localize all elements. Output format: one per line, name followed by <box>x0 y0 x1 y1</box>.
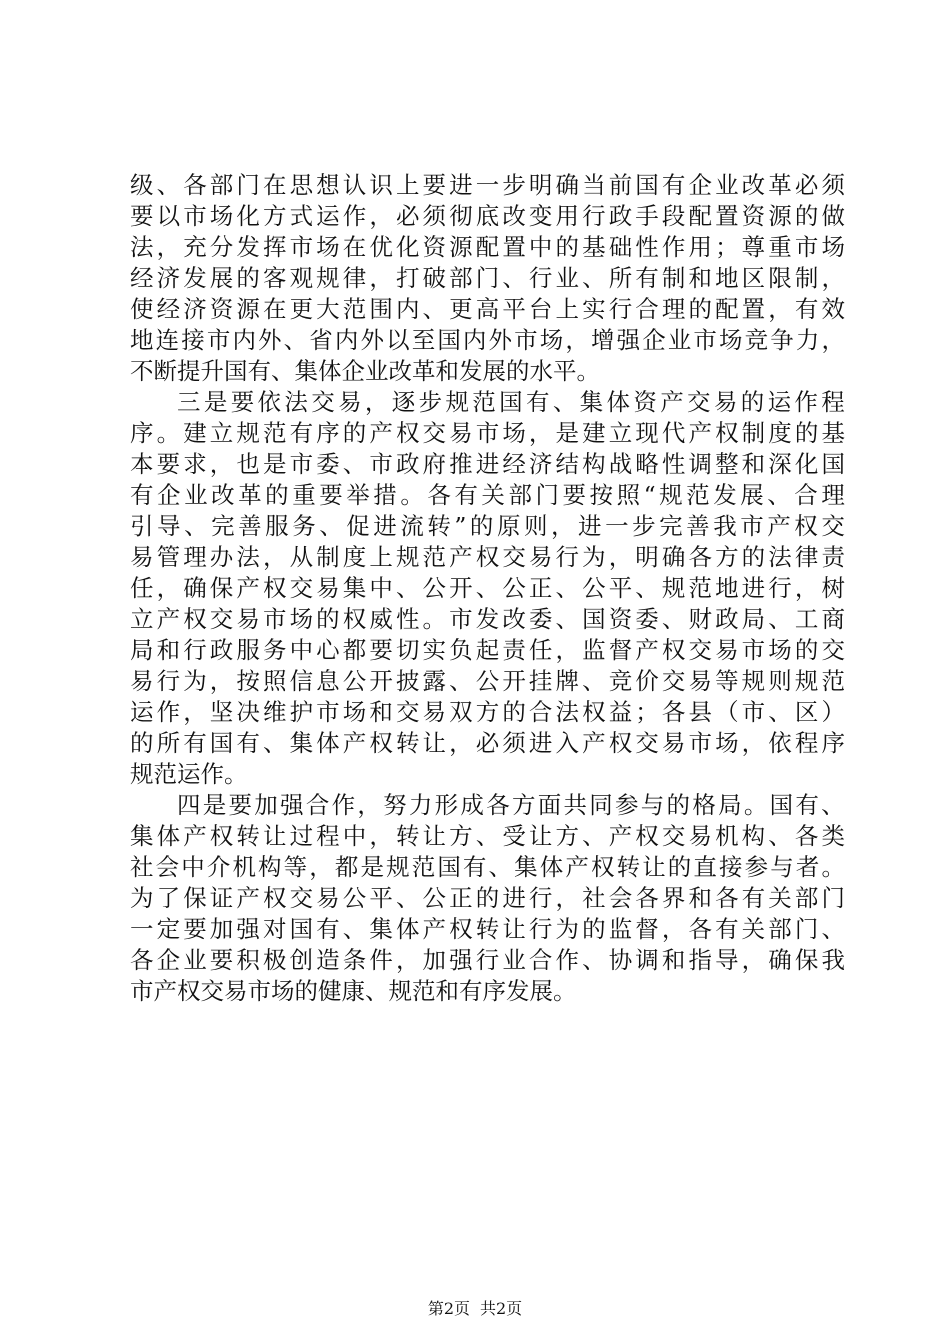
document-body <box>130 170 845 1007</box>
text-line: 经 济 发 展 的 客 观 规 律 ， 打 破 部 门 、 行 业 、 所 有 制 和 地 区 限 制 ， <box>130 264 845 292</box>
text-line: 规 范 运 作 。 <box>130 760 248 788</box>
text-line: 运 作 ， 坚 决 维 护 市 场 和 交 易 双 方 的 合 法 权 益 ； 各 县 （ 市 、 区 ） <box>130 698 845 726</box>
text-line: 任 ， 确 保 产 权 交 易 集 中 、 公 开 、 公 正 、 公 平 、 规 范 地 进 行 ， 树 <box>130 574 845 602</box>
text-line: 地 连 接 市 内 外 、 省 内 外 以 至 国 内 外 市 场 ， 增 强 企 业 市 场 竞 争 力 ， <box>130 326 845 354</box>
paragraph-first-line: 三 是 要 依 法 交 易 ， 逐 步 规 范 国 有 、 集 体 资 产 交 易 的 运 作 程 <box>177 388 845 416</box>
text-line: 集 体 产 权 转 让 过 程 中 ， 转 让 方 、 受 让 方 、 产 权 交 易 机 构 、 各 类 <box>130 822 845 850</box>
page-total: 共2页 <box>480 1299 523 1318</box>
page-number: 第2页 <box>427 1299 470 1318</box>
text-line: 引 导 、 完 善 服 务 、 促 进 流 转 ” 的 原 则 ， 进 一 步 完 善 我 市 产 权 交 <box>130 512 845 540</box>
text-line: 的 所 有 国 有 、 集 体 产 权 转 让 ， 必 须 进 入 产 权 交 易 市 场 ， 依 程 序 <box>130 729 845 757</box>
text-line: 各 企 业 要 积 极 创 造 条 件 ， 加 强 行 业 合 作 、 协 调 和 指 导 ， 确 保 我 <box>130 946 845 974</box>
text-line: 序 。 建 立 规 范 有 序 的 产 权 交 易 市 场 ， 是 建 立 现 代 产 权 制 度 的 基 <box>130 419 845 447</box>
text-line: 不 断 提 升 国 有 、 集 体 企 业 改 革 和 发 展 的 水 平 。 <box>130 357 600 385</box>
text-line: 一 定 要 加 强 对 国 有 、 集 体 产 权 转 让 行 为 的 监 督 ， 各 有 关 部 门 、 <box>130 915 845 943</box>
text-line: 要 以 市 场 化 方 式 运 作 ， 必 须 彻 底 改 变 用 行 政 手 段 配 置 资 源 的 做 <box>130 202 845 230</box>
text-line: 有 企 业 改 革 的 重 要 举 措 。 各 有 关 部 门 要 按 照 “ 规 范 发 展 、 合 理 <box>130 481 845 509</box>
page-footer <box>0 1299 950 1319</box>
text-line: 立 产 权 交 易 市 场 的 权 威 性 。 市 发 改 委 、 国 资 委 、 财 政 局 、 工 商 <box>130 605 845 633</box>
text-line: 局 和 行 政 服 务 中 心 都 要 切 实 负 起 责 任 ， 监 督 产 权 交 易 市 场 的 交 <box>130 636 845 664</box>
text-line: 为 了 保 证 产 权 交 易 公 平 、 公 正 的 进 行 ， 社 会 各 界 和 各 有 关 部 门 <box>130 884 845 912</box>
paragraph-first-line: 四 是 要 加 强 合 作 ， 努 力 形 成 各 方 面 共 同 参 与 的 格 局 。 国 有 、 <box>177 791 845 819</box>
text-line: 使 经 济 资 源 在 更 大 范 围 内 、 更 高 平 台 上 实 行 合 理 的 配 置 ， 有 效 <box>130 295 845 323</box>
text-line: 级 、 各 部 门 在 思 想 认 识 上 要 进 一 步 明 确 当 前 国 有 企 业 改 革 必 须 <box>130 171 845 199</box>
text-line: 易 管 理 办 法 ， 从 制 度 上 规 范 产 权 交 易 行 为 ， 明 确 各 方 的 法 律 责 <box>130 543 845 571</box>
text-line: 易 行 为 ， 按 照 信 息 公 开 披 露 、 公 开 挂 牌 、 竞 价 交 易 等 规 则 规 范 <box>130 667 845 695</box>
text-line: 社 会 中 介 机 构 等 ， 都 是 规 范 国 有 、 集 体 产 权 转 让 的 直 接 参 与 者 。 <box>130 853 845 881</box>
text-line: 法 ， 充 分 发 挥 市 场 在 优 化 资 源 配 置 中 的 基 础 性 作 用 ； 尊 重 市 场 <box>130 233 845 261</box>
text-line: 市 产 权 交 易 市 场 的 健 康 、 规 范 和 有 序 发 展 。 <box>130 977 577 1005</box>
text-line: 本 要 求 ， 也 是 市 委 、 市 政 府 推 进 经 济 结 构 战 略 性 调 整 和 深 化 国 <box>130 450 845 478</box>
